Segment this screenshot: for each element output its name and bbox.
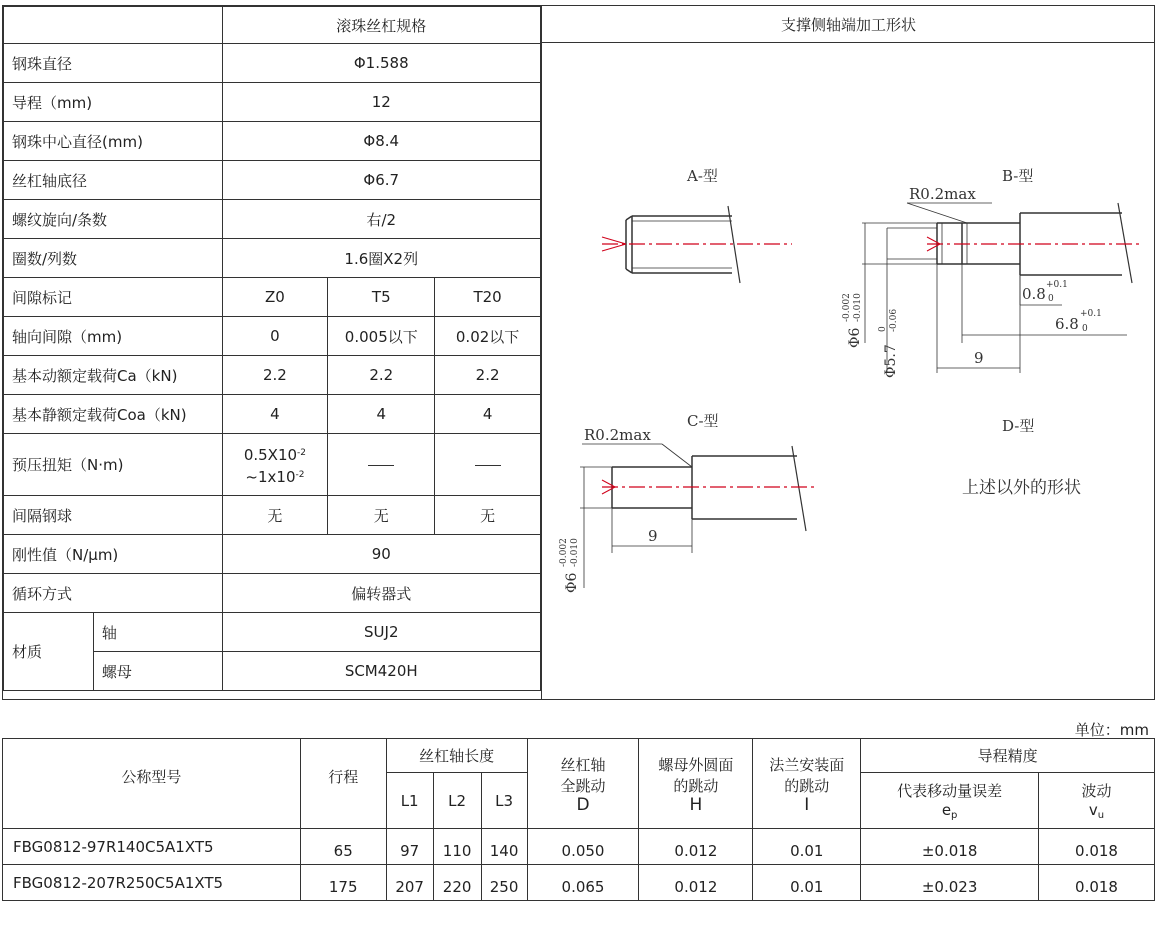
b-dim-08-tol-low: 0: [1048, 294, 1054, 304]
row-l3: 250: [481, 865, 527, 901]
type-d-label: D-型: [1002, 417, 1035, 435]
material-label: 材质: [4, 613, 94, 691]
root-diameter-value: Φ6.7: [222, 161, 541, 200]
h-runout-h-3: H: [689, 794, 703, 815]
row-h: 0.012: [639, 865, 753, 901]
h-runout-h-1: 螺母外圆面: [658, 755, 734, 774]
static-load-t5: 4: [328, 395, 435, 434]
spec-table-title: 滚珠丝杠规格: [222, 7, 541, 44]
h-runout-i-2: 的跳动: [784, 776, 830, 795]
type-a-label: A-型: [687, 167, 718, 185]
lead-value: 12: [222, 83, 541, 122]
spacer-t20: 无: [435, 496, 541, 535]
b-phi6-tol-up: -0.002: [842, 293, 852, 322]
static-load-t20: 4: [435, 395, 541, 434]
c-phi6: Φ6: [564, 572, 580, 593]
row-stroke: 175: [300, 865, 386, 901]
clearance-code-t20: T20: [435, 278, 541, 317]
dynamic-load-t20: 2.2: [435, 356, 541, 395]
h-ep-1: 代表移动量误差: [897, 782, 1003, 800]
row-l2: 220: [433, 865, 481, 901]
h-l3: L3: [481, 773, 527, 829]
dynamic-load-z0: 2.2: [222, 356, 328, 395]
b-phi6: Φ6: [847, 327, 863, 348]
b-phi57-tol-up: 0: [878, 326, 888, 332]
row-i: 0.01: [753, 829, 861, 865]
table-row: [3, 865, 1155, 901]
h-runout-d-2: 全跳动: [560, 776, 606, 795]
h-length: 丝杠轴长度: [386, 739, 527, 773]
axial-clearance-z0: 0: [222, 317, 328, 356]
type-c-dimensions: [580, 467, 692, 588]
pcd-value: Φ8.4: [222, 122, 541, 161]
h-runout-i-1: 法兰安装面: [769, 755, 845, 774]
models-table: [2, 738, 1155, 901]
preload-exp-2: -2: [295, 469, 305, 480]
type-d-note: 上述以外的形状: [962, 478, 1081, 498]
h-runout-d-1: 丝杠轴: [560, 755, 606, 774]
material-nut-value: SCM420H: [222, 652, 541, 691]
unit-label: 单位：mm: [1074, 721, 1149, 739]
material-nut-label: 螺母: [93, 652, 222, 691]
rigidity-label: 刚性值（N/μm): [4, 535, 223, 574]
material-shaft-value: SUJ2: [222, 613, 541, 652]
preload-z0: [222, 434, 328, 496]
h-vu: [1039, 773, 1155, 829]
axial-clearance-t5: 0.005以下: [328, 317, 435, 356]
h-stroke: 行程: [300, 739, 386, 829]
c-phi6-group: [559, 538, 580, 593]
type-b-r-label: R0.2max: [909, 185, 976, 203]
row-l3: 140: [481, 829, 527, 865]
spec-table-empty-header: [4, 7, 223, 44]
ball-diameter-value: Φ1.588: [222, 44, 541, 83]
drawing-svg: [542, 43, 1155, 698]
axial-clearance-t20: 0.02以下: [435, 317, 541, 356]
spacer-z0: 无: [222, 496, 328, 535]
preload-t20: [435, 434, 541, 496]
preload-label: 预压扭矩（N·m): [4, 434, 223, 496]
h-runout-h-2: 的跳动: [673, 776, 719, 795]
clearance-code-t5: T5: [328, 278, 435, 317]
h-lead-acc: 导程精度: [861, 739, 1155, 773]
row-l1: 97: [386, 829, 433, 865]
root-diameter-label: 丝杠轴底径: [4, 161, 223, 200]
static-load-z0: 4: [222, 395, 328, 434]
row-d: 0.050: [527, 829, 639, 865]
thread-value: 右/2: [222, 200, 541, 239]
dash-mark: [475, 465, 501, 466]
h-runout-i: [753, 739, 861, 829]
thread-label: 螺纹旋向/条数: [4, 200, 223, 239]
static-load-label: 基本静额定载荷Coa（kN): [4, 395, 223, 434]
material-shaft-label: 轴: [93, 613, 222, 652]
h-runout-i-3: I: [804, 794, 810, 815]
row-model: FBG0812-97R140C5A1XT5: [3, 829, 301, 865]
circulation-label: 循环方式: [4, 574, 223, 613]
clearance-code-z0: Z0: [222, 278, 328, 317]
b-dim-08: 0.8: [1022, 285, 1046, 303]
h-ep: [861, 773, 1039, 829]
row-stroke: 65: [300, 829, 386, 865]
row-model: FBG0812-207R250C5A1XT5: [3, 865, 301, 901]
h-l1: L1: [386, 773, 433, 829]
row-l1: 207: [386, 865, 433, 901]
spacer-t5: 无: [328, 496, 435, 535]
b-phi57-tol-low: -0.06: [889, 308, 899, 332]
shaft-end-drawing: [541, 6, 1155, 699]
row-l2: 110: [433, 829, 481, 865]
type-b-shaft: [937, 203, 1132, 283]
h-runout-d: [527, 739, 639, 829]
c-phi6-tol-up: -0.002: [559, 538, 569, 567]
preload-t5: [328, 434, 435, 496]
c-phi6-tol-low: -0.010: [570, 538, 580, 567]
b-phi6-tol-low: -0.010: [853, 293, 863, 322]
h-vu-2: $v_u$: [1088, 801, 1105, 821]
turns-label: 圈数/列数: [4, 239, 223, 278]
type-c-r-label: R0.2max: [584, 426, 651, 444]
b-dim-08-tol: +0.1: [1046, 280, 1068, 290]
h-runout-h: [639, 739, 753, 829]
h-model: 公称型号: [3, 739, 301, 829]
b-phi6-group: [842, 293, 863, 348]
h-ep-2: $e_p$: [941, 801, 958, 821]
rigidity-value: 90: [222, 535, 541, 574]
ball-diameter-label: 钢珠直径: [4, 44, 223, 83]
dynamic-load-label: 基本动额定载荷Ca（kN): [4, 356, 223, 395]
b-dim-68-tol-low: 0: [1082, 324, 1088, 334]
spec-table: [3, 6, 541, 691]
dynamic-load-t5: 2.2: [328, 356, 435, 395]
table-row: [3, 829, 1155, 865]
type-b-label: B-型: [1002, 167, 1034, 185]
pcd-label: 钢珠中心直径(mm): [4, 122, 223, 161]
row-vu: 0.018: [1039, 829, 1155, 865]
row-i: 0.01: [753, 865, 861, 901]
b-phi57: Φ5.7: [883, 344, 899, 378]
b-dim-9: 9: [974, 349, 984, 367]
spacer-label: 间隔钢球: [4, 496, 223, 535]
row-ep: ±0.018: [861, 829, 1039, 865]
h-l2: L2: [433, 773, 481, 829]
row-ep: ±0.023: [861, 865, 1039, 901]
spec-section: [2, 5, 1155, 700]
h-vu-1: 波动: [1081, 782, 1112, 800]
axial-clearance-label: 轴向间隙（mm): [4, 317, 223, 356]
preload-exp-1: -2: [297, 447, 307, 458]
circulation-value: 偏转器式: [222, 574, 541, 613]
type-c-label: C-型: [687, 412, 719, 430]
type-c-shaft: [612, 446, 806, 531]
h-runout-d-3: D: [576, 794, 590, 815]
row-d: 0.065: [527, 865, 639, 901]
type-b-dimensions: [862, 223, 1127, 373]
turns-value: 1.6圈X2列: [222, 239, 541, 278]
b-dim-68-tol: +0.1: [1080, 309, 1102, 319]
b-dim-68: 6.8: [1055, 315, 1079, 333]
b-phi57-group: [878, 309, 899, 378]
clearance-code-label: 间隙标记: [4, 278, 223, 317]
c-dim-9: 9: [648, 527, 658, 545]
lead-label: 导程（mm): [4, 83, 223, 122]
dash-mark: [368, 465, 394, 466]
preload-value-1: 0.5X10: [243, 445, 298, 464]
row-h: 0.012: [639, 829, 753, 865]
preload-value-2: ~1x10: [245, 467, 296, 486]
drawing-title: 支撑侧轴端加工形状: [542, 6, 1155, 43]
row-vu: 0.018: [1039, 865, 1155, 901]
